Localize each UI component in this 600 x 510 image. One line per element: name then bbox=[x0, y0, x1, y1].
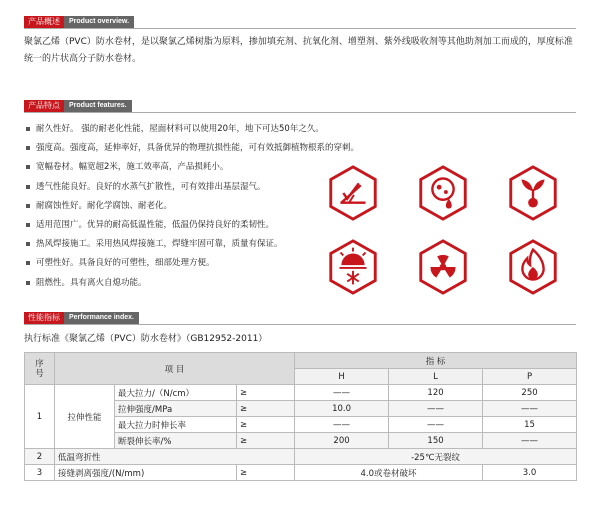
sunlight-aging-icon bbox=[324, 164, 382, 222]
header-h: H bbox=[295, 369, 389, 385]
performance-heading bbox=[24, 312, 139, 324]
header-seq: 序 号 bbox=[25, 353, 55, 385]
overview-text: 聚氯乙烯（PVC）防水卷材，是以聚氯乙烯树脂为原料，掺加填充剂、抗氧化剂、增塑剂、紫外线吸收剂等其他助剂加工而成的，厚度标准统一的片状高分子防水卷材。 bbox=[24, 37, 573, 64]
row-item: 最大拉力/（N/cm） bbox=[115, 385, 237, 401]
feature-item: 耐久性好。 强的耐老化性能，屋面材料可以使用20年，地下可达50年之久。 bbox=[24, 120, 324, 139]
row-p: 250 bbox=[483, 385, 577, 401]
feature-item: 阻燃性。具有离火自熄功能。 bbox=[24, 274, 324, 293]
plant-root-icon bbox=[504, 164, 562, 222]
features-heading bbox=[24, 100, 132, 112]
table-header-row bbox=[25, 353, 577, 369]
temperature-icon bbox=[324, 238, 382, 296]
row-l: —— bbox=[389, 401, 483, 417]
row-p: 15 bbox=[483, 417, 577, 433]
row-p: —— bbox=[483, 433, 577, 449]
row2-item: 低温弯折性 bbox=[55, 449, 295, 465]
feature-icons bbox=[320, 160, 570, 300]
row2-value: -25℃无裂纹 bbox=[295, 449, 577, 465]
feature-item: 透气性能良好。良好的水蒸气扩散性，可有效排出基层湿气。 bbox=[24, 178, 324, 197]
header-item: 项 目 bbox=[55, 353, 295, 385]
feature-item: 热风焊接施工。采用热风焊接施工，焊缝牢固可靠，质量有保证。 bbox=[24, 235, 324, 254]
performance-heading-cn: 性能指标 bbox=[24, 312, 64, 324]
header-l: L bbox=[389, 369, 483, 385]
row3-seq: 3 bbox=[25, 465, 55, 481]
features-divider bbox=[24, 112, 576, 113]
features-heading-cn: 产品特点 bbox=[24, 100, 64, 112]
row-op: ≥ bbox=[237, 401, 295, 417]
row3-hl: 4.0或卷材破坏 bbox=[295, 465, 483, 481]
flame-retardant-icon bbox=[504, 238, 562, 296]
chemical-corrosion-icon bbox=[414, 164, 472, 222]
row-l: 150 bbox=[389, 433, 483, 449]
row3-item: 接缝剥离强度/(N/mm) bbox=[55, 465, 237, 481]
row2-seq: 2 bbox=[25, 449, 55, 465]
row-p: —— bbox=[483, 401, 577, 417]
row-h: 10.0 bbox=[295, 401, 389, 417]
row-item: 断裂伸长率/% bbox=[115, 433, 237, 449]
row-h: —— bbox=[295, 417, 389, 433]
row-op: ≥ bbox=[237, 417, 295, 433]
feature-item: 强度高。强度高，延伸率好，具备优异的物理抗损性能，可有效抵御植物根系的穿刺。 bbox=[24, 139, 324, 158]
row-item: 最大拉力时伸长率 bbox=[115, 417, 237, 433]
standard-text: 执行标准《聚氯乙烯（PVC）防水卷材》（GB12952-2011） bbox=[24, 334, 268, 344]
feature-item: 可塑性好。具备良好的可塑性，细部处理方便。 bbox=[24, 254, 324, 273]
row-l: —— bbox=[389, 417, 483, 433]
features-heading-en: Product features. bbox=[64, 100, 132, 112]
feature-item: 耐腐蚀性好。耐化学腐蚀、耐老化。 bbox=[24, 197, 324, 216]
group1-name: 拉伸性能 bbox=[55, 385, 115, 449]
table-row bbox=[25, 465, 577, 481]
row3-op: ≥ bbox=[237, 465, 295, 481]
feature-item: 适用范围广。优异的耐高低温性能，低温仍保持良好的柔韧性。 bbox=[24, 216, 324, 235]
table-row bbox=[25, 385, 577, 401]
row-l: 120 bbox=[389, 385, 483, 401]
performance-table bbox=[24, 352, 577, 481]
header-p: P bbox=[483, 369, 577, 385]
performance-divider bbox=[24, 324, 576, 325]
feature-item: 宽幅卷材。幅宽超2米，施工效率高，产品损耗小。 bbox=[24, 158, 324, 177]
row-op: ≥ bbox=[237, 385, 295, 401]
feature-list bbox=[24, 120, 360, 293]
overview-heading-cn: 产品概述 bbox=[24, 16, 64, 28]
row3-p: 3.0 bbox=[483, 465, 577, 481]
header-index: 指 标 bbox=[295, 353, 577, 369]
table-row bbox=[25, 449, 577, 465]
overview-heading bbox=[24, 16, 134, 28]
overview-heading-en: Product overview. bbox=[64, 16, 134, 28]
radiation-icon bbox=[414, 238, 472, 296]
row-op: ≥ bbox=[237, 433, 295, 449]
row-item: 拉伸强度/MPa bbox=[115, 401, 237, 417]
row-h: 200 bbox=[295, 433, 389, 449]
group1-seq: 1 bbox=[25, 385, 55, 449]
row-h: —— bbox=[295, 385, 389, 401]
overview-divider bbox=[24, 28, 576, 29]
performance-heading-en: Performance index. bbox=[64, 312, 139, 324]
